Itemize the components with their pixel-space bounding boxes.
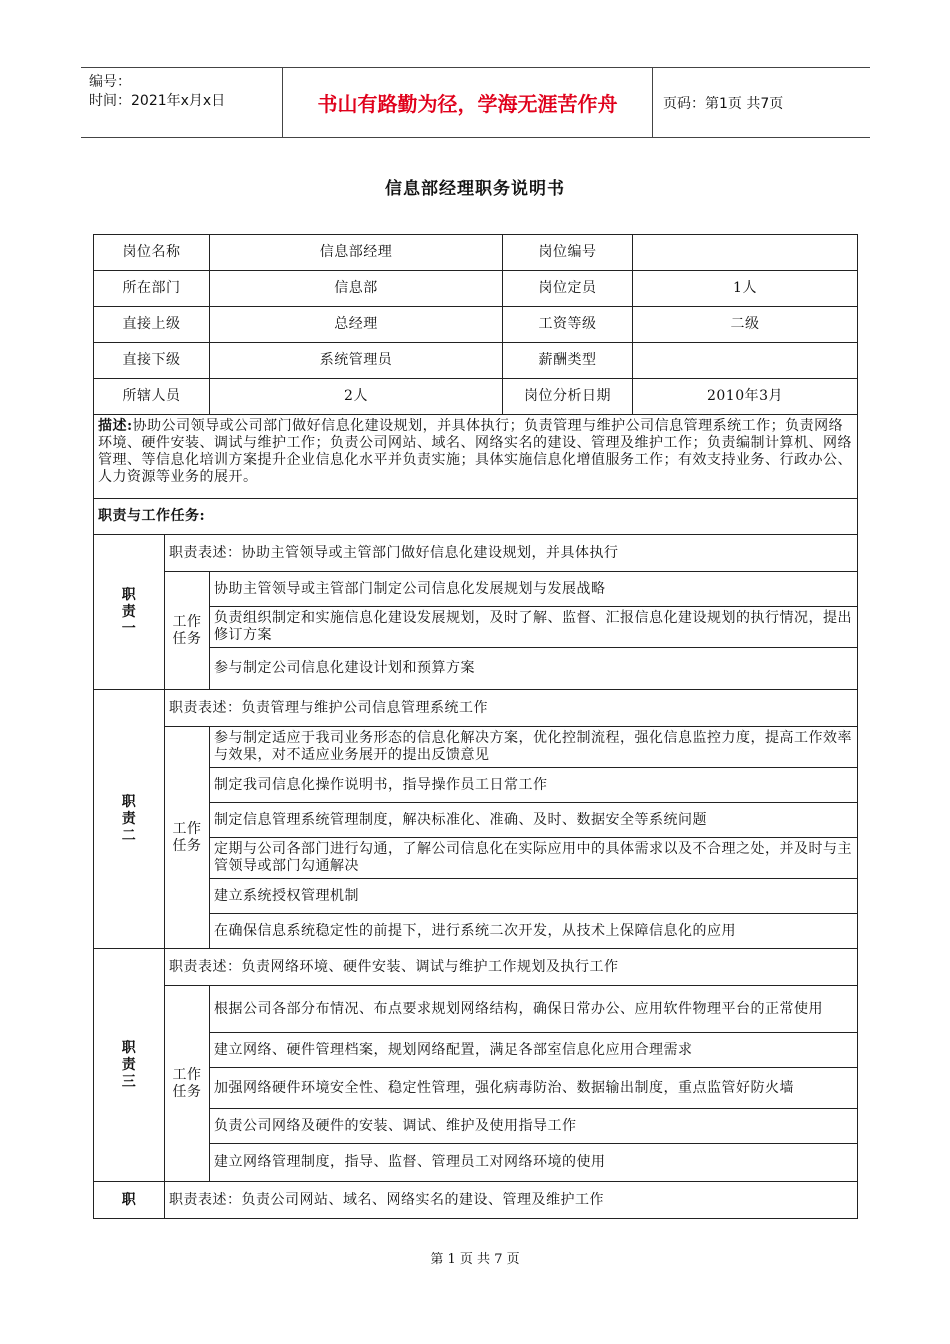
info-value bbox=[633, 235, 858, 271]
task-row bbox=[94, 572, 858, 607]
info-key: 直接上级 bbox=[94, 307, 210, 343]
info-value: 信息部 bbox=[210, 271, 503, 307]
duty-label-text: 职责三 bbox=[121, 1039, 137, 1090]
task-item: 定期与公司各部门进行勾通，了解公司信息化在实际应用中的具体需求以及不合理之处，并及时与主管领导或部门勾通解决 bbox=[210, 838, 858, 879]
time-label: 时间：2021年x月x日 bbox=[89, 93, 226, 109]
document-title: 信息部经理职务说明书 bbox=[385, 179, 565, 199]
info-row bbox=[94, 235, 858, 271]
task-item: 建立系统授权管理机制 bbox=[210, 879, 858, 914]
description-label: 描述: bbox=[98, 418, 133, 434]
info-row bbox=[94, 379, 858, 415]
info-key: 岗位名称 bbox=[94, 235, 210, 271]
duty-statement-row bbox=[94, 690, 858, 727]
task-label-text: 工作任务 bbox=[172, 820, 202, 854]
info-value: 1人 bbox=[633, 271, 858, 307]
task-item: 制定信息管理系统管理制度，解决标准化、准确、及时、数据安全等系统问题 bbox=[210, 803, 858, 838]
duty-label: 职 bbox=[94, 1182, 165, 1219]
task-label-text: 工作任务 bbox=[172, 1066, 202, 1100]
duty-statement-row bbox=[94, 1182, 858, 1219]
duty-label bbox=[94, 690, 165, 949]
task-row bbox=[94, 986, 858, 1033]
info-key: 岗位定员 bbox=[503, 271, 633, 307]
task-label bbox=[165, 572, 210, 690]
info-value: 信息部经理 bbox=[210, 235, 503, 271]
info-value bbox=[633, 343, 858, 379]
task-item: 制定我司信息化操作说明书，指导操作员工日常工作 bbox=[210, 768, 858, 803]
duties-header: 职责与工作任务: bbox=[94, 499, 858, 535]
task-label-text: 工作任务 bbox=[172, 613, 202, 647]
task-item: 加强网络硬件环境安全性、稳定性管理，强化病毒防治、数据输出制度，重点监管好防火墙 bbox=[210, 1068, 858, 1109]
slogan: 书山有路勤为径，学海无涯苦作舟 bbox=[282, 68, 653, 137]
task-item: 建立网络、硬件管理档案，规划网络配置，满足各部室信息化应用合理需求 bbox=[210, 1033, 858, 1068]
info-row bbox=[94, 343, 858, 379]
info-value: 2人 bbox=[210, 379, 503, 415]
task-label bbox=[165, 986, 210, 1182]
info-value: 总经理 bbox=[210, 307, 503, 343]
duty-statement: 职责表述：负责网络环境、硬件安装、调试与维护工作规划及执行工作 bbox=[165, 949, 858, 986]
info-key: 所在部门 bbox=[94, 271, 210, 307]
duty-statement: 职责表述：协助主管领导或主管部门做好信息化建设规划，并具体执行 bbox=[165, 535, 858, 572]
info-value: 二级 bbox=[633, 307, 858, 343]
info-key: 工资等级 bbox=[503, 307, 633, 343]
duty-statement: 职责表述：负责公司网站、域名、网络实名的建设、管理及维护工作 bbox=[165, 1182, 858, 1219]
header-meta bbox=[89, 73, 279, 111]
duty-statement: 职责表述：负责管理与维护公司信息管理系统工作 bbox=[165, 690, 858, 727]
duty-label bbox=[94, 949, 165, 1182]
task-item: 根据公司各部分布情况、布点要求规划网络结构，确保日常办公、应用软件物理平台的正常使用 bbox=[210, 986, 858, 1033]
info-key: 岗位分析日期 bbox=[503, 379, 633, 415]
duty-label-text: 职责二 bbox=[121, 793, 137, 844]
description-cell bbox=[94, 415, 858, 499]
info-row bbox=[94, 271, 858, 307]
page-header bbox=[81, 67, 870, 138]
task-item: 负责公司网络及硬件的安装、调试、维护及使用指导工作 bbox=[210, 1109, 858, 1144]
info-key: 所辖人员 bbox=[94, 379, 210, 415]
description-text: 协助公司领导或公司部门做好信息化建设规划，并具体执行；负责管理与维护公司信息管理系统工作；负责网络环境、硬件安装、调试与维护工作；负责公司网站、域名、网络实名的建设、管理及维护工作；负责编制计算机、网络管理、等信息化培训方案提升企业信息化水平并负责实施；具体实施信息化增值服务工作；有效支持业务、行政办公、人力资源等业务的展开。 bbox=[98, 418, 852, 485]
page-info: 页码：第1页 共7页 bbox=[663, 95, 784, 112]
task-item: 参与制定适应于我司业务形态的信息化解决方案，优化控制流程，强化信息监控力度，提高工作效率与效果，对不适应业务展开的提出反馈意见 bbox=[210, 727, 858, 768]
job-description-table bbox=[93, 234, 858, 1219]
info-key: 薪酬类型 bbox=[503, 343, 633, 379]
task-item: 在确保信息系统稳定性的前提下，进行系统二次开发，从技术上保障信息化的应用 bbox=[210, 914, 858, 949]
duty-label bbox=[94, 535, 165, 690]
duty-statement-row bbox=[94, 535, 858, 572]
task-item: 协助主管领导或主管部门制定公司信息化发展规划与发展战略 bbox=[210, 572, 858, 607]
task-item: 负责组织制定和实施信息化建设发展规划，及时了解、监督、汇报信息化建设规划的执行情况，提出修订方案 bbox=[210, 607, 858, 648]
description-row bbox=[94, 415, 858, 499]
info-value: 系统管理员 bbox=[210, 343, 503, 379]
duty-label-text: 职责一 bbox=[121, 586, 137, 637]
duties-header-row bbox=[94, 499, 858, 535]
page-footer: 第 1 页 共 7 页 bbox=[430, 1252, 520, 1267]
task-item: 建立网络管理制度，指导、监督、管理员工对网络环境的使用 bbox=[210, 1144, 858, 1182]
info-key: 岗位编号 bbox=[503, 235, 633, 271]
task-label bbox=[165, 727, 210, 949]
duty-statement-row bbox=[94, 949, 858, 986]
number-label: 编号： bbox=[89, 74, 131, 90]
info-value: 2010年3月 bbox=[633, 379, 858, 415]
task-item: 参与制定公司信息化建设计划和预算方案 bbox=[210, 648, 858, 690]
task-row bbox=[94, 727, 858, 768]
info-key: 直接下级 bbox=[94, 343, 210, 379]
info-row bbox=[94, 307, 858, 343]
